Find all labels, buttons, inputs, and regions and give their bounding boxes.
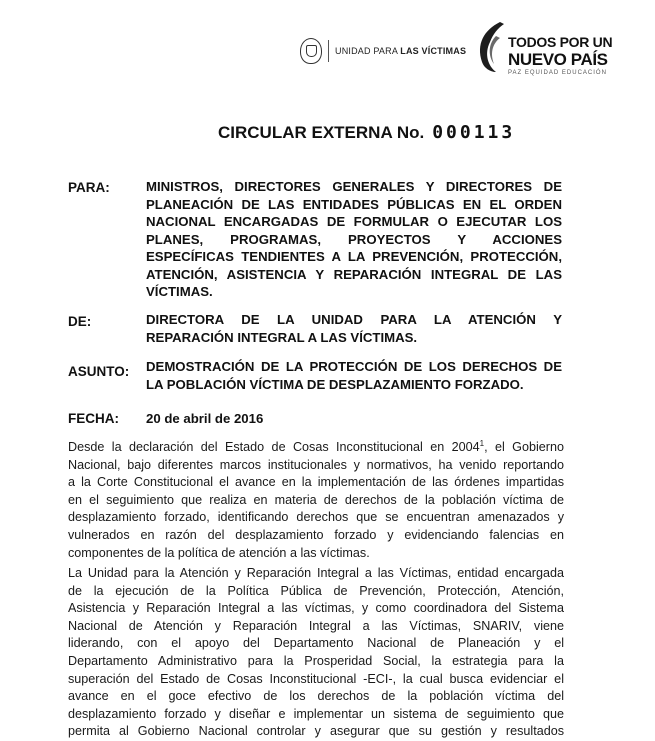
paragraph-line: avance en el goce efectivo de los derechos de la población víctima del xyxy=(68,689,564,704)
asunto-line: LA POBLACIÓN VÍCTIMA DE DESPLAZAMIENTO FORZADO. xyxy=(146,376,524,392)
para-line: PLANES, PROGRAMAS, PROYECTOS Y ACCIONES xyxy=(146,231,562,247)
brand-swoosh-icon xyxy=(470,14,510,80)
de-sender xyxy=(146,311,562,346)
asunto-label: ASUNTO: xyxy=(68,364,130,379)
paragraph-line: Asistencia y Reparación Integral a las víctimas, y como coordinadora del Sistema xyxy=(68,601,564,616)
circular-title xyxy=(218,122,515,143)
brand-line-1: TODOS POR UN xyxy=(508,34,613,50)
de-line: REPARACIÓN INTEGRAL A LAS VÍCTIMAS. xyxy=(146,329,418,345)
paragraph-line: Nacional de Atención y Reparación Integral a las Víctimas, SNARIV, viene xyxy=(68,618,564,633)
paragraph-2 xyxy=(68,565,564,741)
para-recipients xyxy=(146,178,562,301)
logo-divider xyxy=(328,40,329,62)
de-label: DE: xyxy=(68,314,92,329)
paragraph-line: desplazamiento forzado, identificando derechos que se encuentran amenazados y xyxy=(68,510,564,525)
para-line: ESPECÍFICAS TENDIENTES A LA PREVENCIÓN, PROTECCIÓN, xyxy=(146,249,562,264)
para-line: MINISTROS, DIRECTORES GENERALES Y DIRECTORES DE xyxy=(146,179,562,194)
paragraph-line: Departamento Administrativo para la Prosperidad Social, la estrategia para la xyxy=(68,653,564,668)
circular-label: CIRCULAR EXTERNA No. xyxy=(218,123,425,142)
paragraph-line: Nacional, bajo diferentes marcos institucionales y normativos, ha venido reportando xyxy=(68,457,564,472)
paragraph-line: Desde la declaración del Estado de Cosas Inconstitucional en 2004$^1$, el Gobierno xyxy=(68,439,564,454)
paragraph-line: en el seguimiento que realiza en materia de derechos de la población víctima de xyxy=(68,492,564,507)
paragraph-line: vulnerados en razón del desplazamiento forzado y evidenciando falencias en xyxy=(68,527,564,542)
fecha-value: 20 de abril de 2016 xyxy=(146,411,264,426)
para-line: ATENCIÓN, ASISTENCIA Y REPARACIÓN INTEGRAL DE LAS xyxy=(146,266,562,282)
circular-number: 000113 xyxy=(432,122,516,143)
asunto-subject xyxy=(146,358,562,393)
fecha-label: FECHA: xyxy=(68,411,119,426)
para-label: PARA: xyxy=(68,180,110,195)
brand-tagline: PAZ EQUIDAD EDUCACIÓN xyxy=(508,70,607,76)
paragraph-line: liderando, con el apoyo del Departamento Nacional de Planeación y el xyxy=(68,636,564,651)
paragraph-line: superación del Estado de Cosas Inconstitucional -ECI-, la cual busca evidenciar el xyxy=(68,671,564,686)
asunto-line: DEMOSTRACIÓN DE LA PROTECCIÓN DE LOS DERECHOS DE xyxy=(146,359,562,374)
paragraph-line: La Unidad para la Atención y Reparación Integral a las Víctimas, entidad encargada xyxy=(68,566,564,580)
paragraph-line: de la ejecución de la Política Pública de Prevención, Protección, Atención, xyxy=(68,583,564,598)
paragraph-line: desplazamiento forzado y diseñar e implementar un sistema de seguimiento que xyxy=(68,706,564,721)
unit-name: UNIDAD PARA LAS VÍCTIMAS xyxy=(335,46,467,56)
paragraph-1 xyxy=(68,439,564,562)
para-line: PLANEACIÓN DE LAS ENTIDADES PÚBLICAS EN EL ORDEN xyxy=(146,196,562,212)
todos-por-un-nuevo-pais-logo xyxy=(470,14,613,84)
footnote-marker: 1 xyxy=(479,439,485,448)
unidad-victimas-logo xyxy=(300,36,466,66)
para-line: NACIONAL ENCARGADAS DE FORMULAR O EJECUTAR LOS xyxy=(146,214,562,229)
de-line: DIRECTORA DE LA UNIDAD PARA LA ATENCIÓN Y xyxy=(146,312,562,327)
paragraph-line: a la Corte Constitucional el avance en la implementación de las órdenes impartidas xyxy=(68,475,564,490)
brand-line-2: NUEVO PAÍS xyxy=(508,50,608,69)
coat-of-arms-icon xyxy=(300,38,322,64)
para-line: VÍCTIMAS. xyxy=(146,284,213,299)
paragraph-line: permita al Gobierno Nacional controlar y asegurar que su gestión y resultados xyxy=(68,724,564,739)
paragraph-line: componentes de la política de atención a las víctimas. xyxy=(68,545,370,560)
